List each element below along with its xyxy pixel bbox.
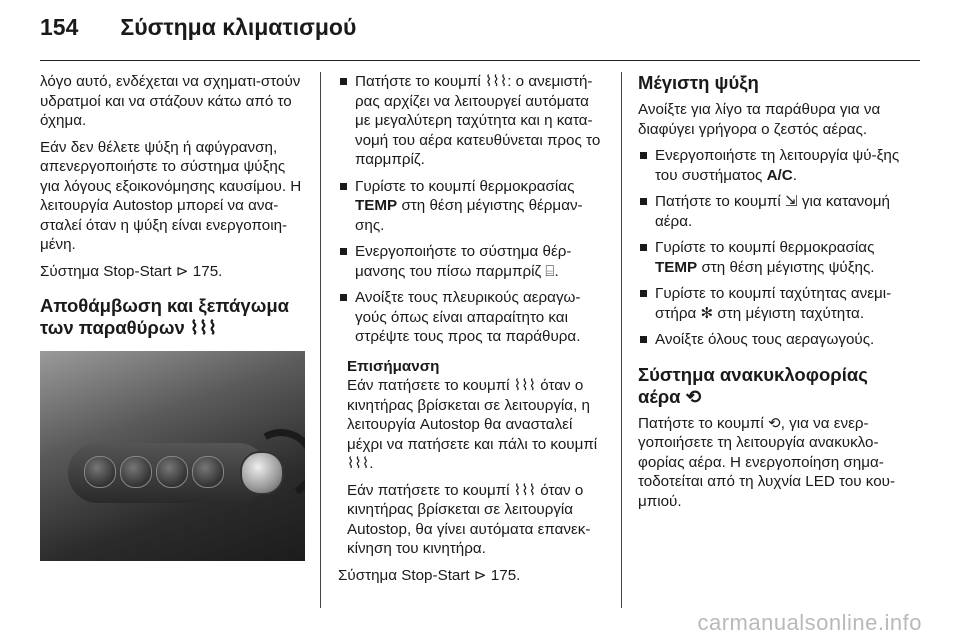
column-3 (638, 72, 908, 518)
list-text: . (792, 166, 797, 184)
list-text: Γυρίστε το κουμπί θερμοκρασίας (355, 177, 575, 195)
paragraph: Πατήστε το κουμπί ⟲, για να ενερ-γοποιήσετε τη λειτουργία ανακυκλο-φορίας αέρα. Η ενεργοποίηση σημα-τοδοτείται από τη λυχνία LED του κου-μπιού. (638, 414, 896, 510)
ac-label: A/C (766, 166, 793, 184)
list-text: Ενεργοποιήστε τη λειτουργία ψύ-ξης του συστήματος (655, 147, 900, 184)
list-text: στη θέση μέγιστης θέρμαν-σης. (355, 197, 583, 234)
note-text: Εάν πατήσετε το κουμπί ⌇⌇⌇ όταν ο κινητήρας βρίσκεται σε λειτουργία Autostop, θα γίνει αυτόματα επανεκ-κίνηση του κινητήρα. (347, 481, 591, 557)
panel-button (84, 456, 116, 488)
list-item: Πατήστε το κουμπί ⌇⌇⌇: ο ανεμιστή-ρας αρχίζει να λειτουργεί αυτόματα με μεγαλύτερη ταχύτητα και η κατα-νομή του αέρα κατευθύνεται προς το παρμπρίζ. (338, 72, 606, 170)
panel-button (120, 456, 152, 488)
list-text: στη θέση μέγιστης ψύξης. (701, 258, 875, 276)
watermark: carmanualsonline.info (697, 610, 922, 635)
list-item (338, 177, 606, 236)
paragraph: λόγο αυτό, ενδέχεται να σχηματι-στούν υδρατμοί και να στάζουν κάτω από το όχημα. (40, 73, 301, 129)
list-item (638, 146, 908, 185)
cross-reference: Σύστημα Stop-Start ⊳ 175. (40, 262, 223, 280)
page-title: Σύστημα κλιματισμού (120, 14, 357, 40)
page-number: 154 (40, 14, 79, 40)
column-divider (320, 72, 321, 608)
list-item (638, 238, 908, 277)
paragraph: Ανοίξτε για λίγο τα παράθυρα για να διαφύγει γρήγορα ο ζεστός αέρας. (638, 101, 881, 138)
column-divider (621, 72, 622, 608)
list-item: Ανοίξτε τους πλευρικούς αεραγω-γούς όπως είναι απαραίτητο και στρέψτε τους προς τα παράθυρα. (338, 288, 606, 347)
page-header (40, 14, 356, 41)
paragraph: Εάν δεν θέλετε ψύξη ή αφύγρανση, απενεργοποιήστε το σύστημα ψύξης για λόγους εξοικονόμησης καυσίμου. Η λειτουργία Autostop μπορεί να ανα-σταλεί όταν η ψύξη είναι ενεργοποιη-μένη. (40, 138, 302, 253)
section-heading-recirculation: Σύστημα ανακυκλοφορίας αέρα ⟲ (638, 363, 868, 407)
list-item: Ενεργοποιήστε το σύστημα θέρ-μανσης του πίσω παρμπρίζ ⌸. (338, 242, 606, 281)
list-text: Γυρίστε το κουμπί θερμοκρασίας (655, 239, 875, 256)
cross-reference: Σύστημα Stop-Start ⊳ 175. (338, 566, 521, 584)
note-heading: Επισήμανση (347, 357, 440, 375)
note-text: Εάν πατήσετε το κουμπί ⌇⌇⌇ όταν ο κινητήρας βρίσκεται σε λειτουργία, η λειτουργία Autostop θα ανασταλεί μέχρι να πατήσετε και πάλι το κουμπί ⌇⌇⌇. (347, 377, 598, 472)
panel-button (156, 456, 188, 488)
list-item: Πατήστε το κουμπί ⇲ για κατανομή αέρα. (638, 192, 908, 231)
column-1 (40, 72, 306, 561)
list-item: Γυρίστε το κουμπί ταχύτητας ανεμι-στήρα ✻ στη μέγιστη ταχύτητα. (638, 284, 908, 323)
temp-label: TEMP (355, 197, 398, 214)
climate-control-photo (40, 351, 305, 561)
list-item: Ανοίξτε όλους τους αεραγωγούς. (638, 330, 908, 350)
temp-label: TEMP (655, 258, 698, 276)
column-2 (338, 72, 606, 592)
section-heading-max-cooling: Μέγιστη ψύξη (638, 72, 759, 93)
panel-button (192, 456, 224, 488)
header-rule (40, 60, 920, 61)
section-heading-defrost: Αποθάμβωση και ξεπάγωμα των παραθύρων ⌇⌇⌇ (40, 295, 290, 338)
